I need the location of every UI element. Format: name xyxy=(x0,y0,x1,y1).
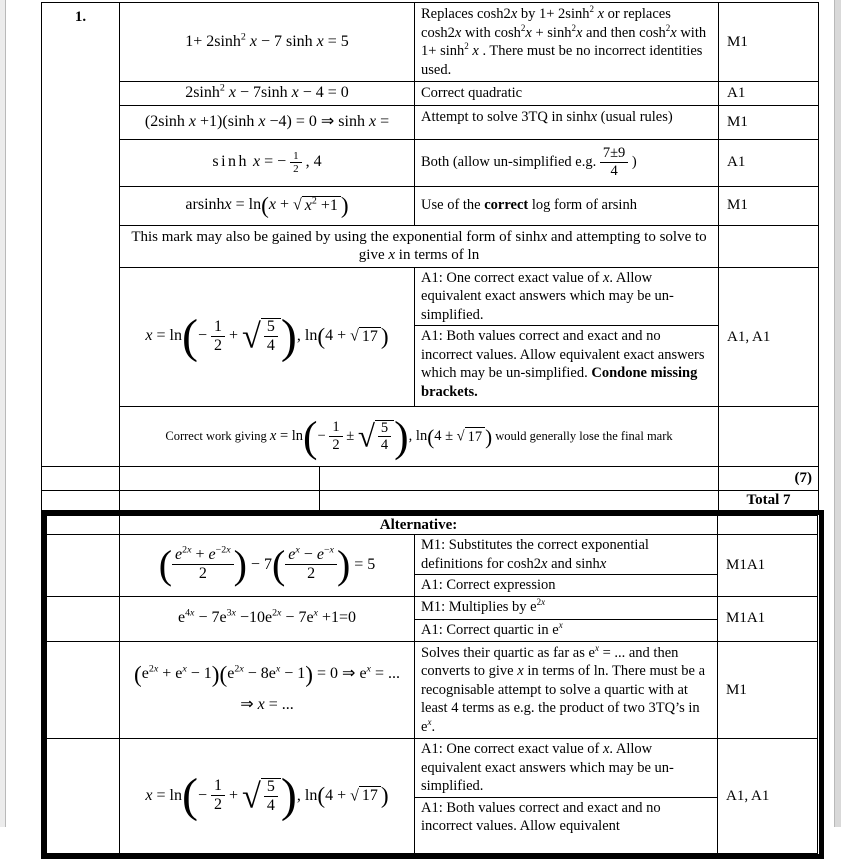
blank-cell xyxy=(47,515,120,535)
marks-cell xyxy=(718,739,818,854)
notes-cell xyxy=(415,739,718,854)
table-row xyxy=(42,490,819,510)
mark-value: M1A1 xyxy=(726,557,765,573)
table-row xyxy=(42,139,819,186)
marking-note: Correct quadratic xyxy=(421,85,522,101)
equation: arsinhx = ln(x + √ $x^2 +1$ ) xyxy=(185,196,348,213)
table-row xyxy=(42,105,819,139)
notes-cell xyxy=(415,596,718,641)
note-part-bottom xyxy=(415,326,718,406)
blank-cell xyxy=(47,641,120,739)
page-edge-left xyxy=(0,0,6,827)
table-row xyxy=(42,82,819,106)
marks-cell xyxy=(719,267,819,407)
blank-cell xyxy=(47,535,120,597)
scheme-cell xyxy=(120,3,415,82)
mark-value: A1 xyxy=(727,154,745,170)
notes-cell xyxy=(415,267,719,407)
equation: $1+ 2\sinh^2$ x − 7 sinh x = 5 xyxy=(185,33,349,50)
equation: sinh x = − $\frac{1}{2}$ , 4 xyxy=(212,153,321,170)
marking-note: A1: One correct exact value of x. Allow equivalent exact answers which may be un-simplified. xyxy=(421,741,674,794)
marks-cell xyxy=(719,139,819,186)
notes-cell xyxy=(415,186,719,225)
marking-note: A1: Both values correct and exact and no incorrect values. Allow equivalent exact answers which may be un-simplified. Condone missing brackets. xyxy=(421,328,704,400)
note-part-top xyxy=(415,535,717,575)
mark-value: M1 xyxy=(727,114,748,130)
equation: x = ln(− $\frac{1}{2}$ + √ $\frac{5}{4}$ ), ln(4 + √ 17 ) xyxy=(145,787,388,804)
note-part-bottom xyxy=(415,620,717,641)
marking-note: Attempt to solve 3TQ in sinhx (usual rules) xyxy=(421,109,673,125)
marks-cell xyxy=(719,105,819,139)
marking-note: M1: Substitutes the correct exponential definitions for cosh2x and sinhx xyxy=(421,537,649,572)
equation: ⇒ x = ... xyxy=(126,696,408,715)
table-row xyxy=(42,225,819,267)
alternative-header: Alternative: xyxy=(380,517,457,533)
equation: $e^{4x} - 7e^{3x} -10e^{2x} - 7e^x +1=0$ xyxy=(178,609,356,626)
table-row xyxy=(42,186,819,225)
blank-cell xyxy=(320,467,719,491)
note-part-top xyxy=(415,597,717,620)
marking-note: A1: Correct expression xyxy=(421,577,556,593)
note-part-top xyxy=(415,268,718,327)
mark-value: M1 xyxy=(727,197,748,213)
table-row xyxy=(47,641,818,739)
blank-cell xyxy=(42,467,120,491)
notes-cell xyxy=(415,82,719,106)
marks-cell xyxy=(718,535,818,597)
subtotal-cell xyxy=(719,467,819,491)
scheme-cell xyxy=(120,82,415,106)
subtotal-value: (7) xyxy=(795,470,813,486)
alternative-table xyxy=(46,515,818,855)
blank-cell xyxy=(47,739,120,854)
table-row xyxy=(47,535,818,597)
scheme-cell xyxy=(120,739,415,854)
marks-cell-empty xyxy=(719,225,819,267)
marks-cell-empty xyxy=(719,407,819,467)
marking-note: Solves their quartic as far as $e^x$ = ... and then converts to give x in terms of ln. There must be a recognisable attempt to solve a quartic with at least 4 terms as e.g. the product of two 3TQ’s in $e^x$. xyxy=(421,645,705,735)
marks-cell xyxy=(719,82,819,106)
mark-value: M1 xyxy=(726,682,747,698)
scheme-cell xyxy=(120,105,415,139)
marking-note: M1: Multiplies by $e^{2x}$ xyxy=(421,599,545,615)
note-part-bottom xyxy=(415,575,717,596)
blank-cell xyxy=(120,490,320,510)
total-value: Total 7 xyxy=(746,492,790,508)
caution-note: Correct work giving x = ln(− $\frac{1}{2}$ ± √ $\frac{5}{4}$ ), ln(4 ± √ 17 ) would generally lose the final mark xyxy=(165,428,672,444)
scheme-cell xyxy=(120,596,415,641)
blank-cell xyxy=(47,596,120,641)
scheme-cell xyxy=(120,139,415,186)
blank-cell xyxy=(42,490,120,510)
notes-cell xyxy=(415,3,719,82)
total-cell xyxy=(719,490,819,510)
caution-note-cell xyxy=(120,407,719,467)
alternative-header-cell xyxy=(120,515,718,535)
question-number: 1. xyxy=(75,9,86,25)
mark-scheme-page xyxy=(41,2,820,859)
equation: $2\sinh^2$ x − 7sinh x − 4 = 0 xyxy=(185,84,349,101)
marking-note: Use of the correct log form of arsinh xyxy=(421,197,637,213)
bridge-note: This mark may also be gained by using the exponential form of sinhx and attempting to solve to give x in terms of ln xyxy=(131,229,706,264)
alternative-section-frame xyxy=(41,510,824,859)
marking-note: Replaces cosh2x by $1+ 2\sinh^2$ x or replaces cosh2x with $\cosh^2x + \sinh^2x$ and then $\cosh^2x$ with $1+ \sinh^2 x$ . There must be no incorrect identities used. xyxy=(421,6,706,78)
question-number-cell xyxy=(42,3,120,467)
marks-cell xyxy=(719,186,819,225)
scheme-cell xyxy=(120,186,415,225)
table-row xyxy=(47,596,818,641)
table-row xyxy=(47,515,818,535)
table-row xyxy=(47,739,818,854)
notes-cell xyxy=(415,641,718,739)
notes-cell xyxy=(415,105,719,139)
marking-note: A1: Correct quartic in $e^x$ xyxy=(421,622,563,638)
mark-value: A1 xyxy=(727,85,745,101)
mark-scheme-table xyxy=(41,2,819,511)
notes-cell xyxy=(415,535,718,597)
marking-note: Both (allow un-simplified e.g. $\frac{7\pm 9}{4}$ ) xyxy=(421,154,637,170)
scheme-cell xyxy=(120,535,415,597)
marks-cell-empty xyxy=(718,515,818,535)
scheme-cell xyxy=(120,641,415,739)
note-part-top xyxy=(415,739,717,798)
scheme-cell xyxy=(120,267,415,407)
marks-cell xyxy=(718,596,818,641)
marking-note: A1: Both values correct and exact and no incorrect values. Allow equivalent xyxy=(421,800,661,835)
mark-value: M1 xyxy=(727,34,748,50)
mark-value: A1, A1 xyxy=(727,329,770,345)
equation: ( $\frac{e^{2x} + e^{-2x}}{2}$ ) − 7( $\frac{e^x - e^{-x}}{2}$ ) = 5 xyxy=(159,556,376,573)
note-part-bottom xyxy=(415,798,717,837)
table-row xyxy=(42,407,819,467)
marks-cell xyxy=(719,3,819,82)
page-edge-right xyxy=(834,0,841,827)
blank-cell xyxy=(320,490,719,510)
blank-cell xyxy=(120,467,320,491)
equation: (2sinh x +1)(sinh x −4) = 0 ⇒ sinh x = xyxy=(145,113,389,130)
marks-cell xyxy=(718,641,818,739)
table-row xyxy=(42,3,819,82)
table-row xyxy=(42,267,819,407)
bridge-note-cell xyxy=(120,225,719,267)
equation: x = ln(− $\frac{1}{2}$ + √ $\frac{5}{4}$ ), ln(4 + √ 17 ) xyxy=(145,327,388,344)
table-row xyxy=(42,467,819,491)
mark-value: A1, A1 xyxy=(726,788,769,804)
mark-value: M1A1 xyxy=(726,610,765,626)
marking-note: A1: One correct exact value of x. Allow equivalent exact answers which may be un-simplified. xyxy=(421,270,674,323)
equation: $(e^{2x} + e^x - 1)(e^{2x} - 8e^x - 1) = 0$ ⇒ $e^x$ = ... xyxy=(126,665,408,684)
notes-cell xyxy=(415,139,719,186)
